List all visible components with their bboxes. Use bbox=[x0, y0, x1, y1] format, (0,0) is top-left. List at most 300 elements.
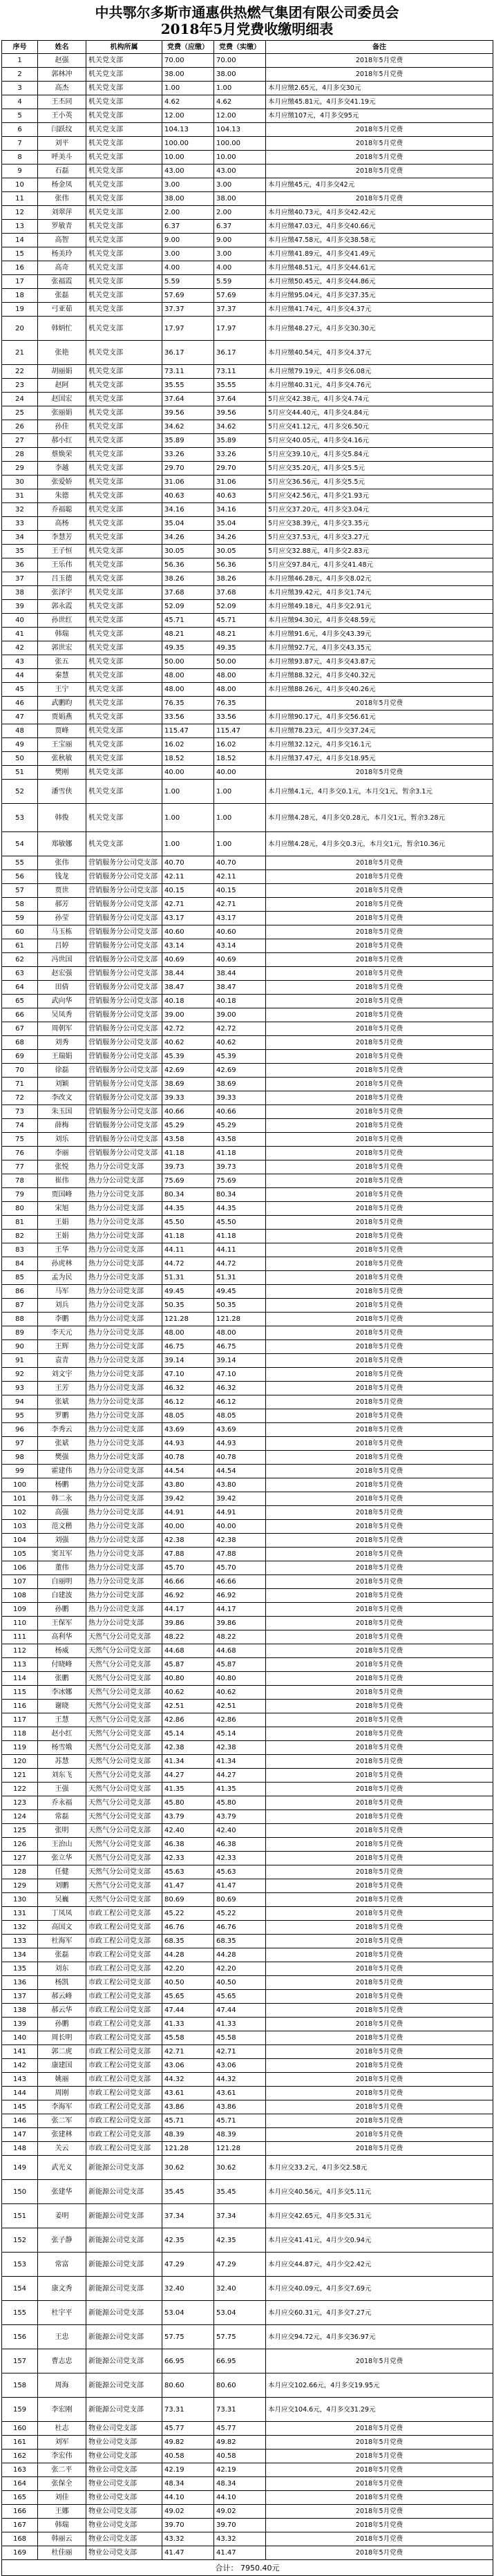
cell-due: 42.33 bbox=[162, 1852, 214, 1865]
cell-name: 赵宏强 bbox=[38, 967, 86, 981]
cell-paid: 38.44 bbox=[214, 967, 266, 981]
cell-name: 张秋敏 bbox=[38, 752, 86, 766]
cell-due: 42.71 bbox=[162, 898, 214, 912]
cell-due: 46.38 bbox=[162, 1838, 214, 1852]
cell-name: 张五 bbox=[38, 655, 86, 669]
cell-due: 48.22 bbox=[162, 1630, 214, 1644]
cell-name: 孙世红 bbox=[38, 614, 86, 628]
cell-branch: 机关党支部 bbox=[86, 448, 162, 462]
cell-note: 2018年5月党费 bbox=[266, 1769, 493, 1783]
table-row bbox=[2, 1008, 493, 1022]
cell-due: 48.00 bbox=[162, 669, 214, 683]
cell-note: 本月应缴88.26元，4月多交40.26元 bbox=[266, 683, 493, 697]
cell-no: 25 bbox=[2, 406, 38, 420]
cell-branch: 天然气分公司党支部 bbox=[86, 1630, 162, 1644]
cell-paid: 45.14 bbox=[214, 1727, 266, 1741]
table-row bbox=[2, 489, 493, 503]
cell-branch: 机关党支部 bbox=[86, 206, 162, 220]
cell-no: 28 bbox=[2, 448, 38, 462]
cell-note: 2018年5月党费 bbox=[266, 1506, 493, 1520]
cell-name: 郭二虎 bbox=[38, 2045, 86, 2059]
cell-note: 5月应交38.39元，4月多交3.35元 bbox=[266, 517, 493, 531]
cell-branch: 热力分公司党支部 bbox=[86, 1478, 162, 1492]
cell-note: 2018年5月党费 bbox=[266, 1713, 493, 1727]
cell-no: 165 bbox=[2, 2491, 38, 2505]
cell-due: 43.17 bbox=[162, 912, 214, 925]
cell-name: 李冰娜 bbox=[38, 1686, 86, 1700]
table-row bbox=[2, 420, 493, 434]
cell-branch: 机关党支部 bbox=[86, 192, 162, 206]
cell-no: 79 bbox=[2, 1188, 38, 1202]
cell-due: 73.11 bbox=[162, 365, 214, 379]
cell-note: 2018年5月党费 bbox=[266, 123, 493, 137]
cell-branch: 天然气分公司党支部 bbox=[86, 1893, 162, 1907]
cell-no: 64 bbox=[2, 981, 38, 995]
cell-paid: 45.65 bbox=[214, 1990, 266, 2004]
cell-branch: 新能源公司党支部 bbox=[86, 2325, 162, 2349]
cell-no: 34 bbox=[2, 531, 38, 545]
cell-paid: 35.45 bbox=[214, 2180, 266, 2204]
cell-branch: 机关党支部 bbox=[86, 600, 162, 614]
cell-branch: 市政工程公司党支部 bbox=[86, 1948, 162, 1962]
cell-branch: 机关党支部 bbox=[86, 531, 162, 545]
table-row bbox=[2, 2373, 493, 2398]
cell-paid: 51.31 bbox=[214, 1271, 266, 1285]
table-row bbox=[2, 2031, 493, 2045]
cell-due: 3.00 bbox=[162, 247, 214, 261]
cell-note: 2018年5月党费 bbox=[266, 2045, 493, 2059]
cell-paid: 47.44 bbox=[214, 2004, 266, 2018]
cell-paid: 47.10 bbox=[214, 1368, 266, 1382]
cell-branch: 物业公司党支部 bbox=[86, 2532, 162, 2546]
cell-branch: 热力分公司党支部 bbox=[86, 1174, 162, 1188]
cell-paid: 40.60 bbox=[214, 925, 266, 939]
cell-no: 113 bbox=[2, 1658, 38, 1672]
cell-name: 刘东 bbox=[38, 1962, 86, 1976]
cell-paid: 43.79 bbox=[214, 1810, 266, 1824]
cell-name: 郝云华 bbox=[38, 2004, 86, 2018]
cell-due: 44.68 bbox=[162, 1644, 214, 1658]
cell-branch: 新能源公司党支部 bbox=[86, 2180, 162, 2204]
cell-due: 6.37 bbox=[162, 220, 214, 234]
cell-name: 刘文宇 bbox=[38, 1368, 86, 1382]
cell-note: 2018年5月党费 bbox=[266, 151, 493, 164]
cell-paid: 42.19 bbox=[214, 2463, 266, 2477]
cell-note: 2018年5月党费 bbox=[266, 1492, 493, 1506]
cell-note: 本月应缴91.6元，4月多交43.39元 bbox=[266, 628, 493, 641]
cell-paid: 37.37 bbox=[214, 303, 266, 317]
cell-name: 张子静 bbox=[38, 2228, 86, 2253]
cell-name: 孟为民 bbox=[38, 1271, 86, 1285]
cell-no: 16 bbox=[2, 261, 38, 275]
cell-branch: 热力分公司党支部 bbox=[86, 1368, 162, 1382]
cell-branch: 天然气分公司党支部 bbox=[86, 1644, 162, 1658]
cell-name: 张明 bbox=[38, 1824, 86, 1838]
cell-due: 42.69 bbox=[162, 1064, 214, 1078]
cell-note: 2018年5月党费 bbox=[266, 68, 493, 82]
cell-note: 2018年5月党费 bbox=[266, 1658, 493, 1672]
cell-branch: 机关党支部 bbox=[86, 572, 162, 586]
cell-due: 53.04 bbox=[162, 2301, 214, 2325]
cell-due: 33.26 bbox=[162, 448, 214, 462]
cell-name: 张保全 bbox=[38, 2477, 86, 2491]
table-row bbox=[2, 1230, 493, 1243]
cell-branch: 机关党支部 bbox=[86, 68, 162, 82]
cell-no: 48 bbox=[2, 724, 38, 738]
cell-due: 80.34 bbox=[162, 1188, 214, 1202]
table-row bbox=[2, 2114, 493, 2128]
cell-name: 张伟 bbox=[38, 192, 86, 206]
cell-note: 2018年5月党费 bbox=[266, 1078, 493, 1091]
cell-no: 164 bbox=[2, 2477, 38, 2491]
cell-paid: 48.00 bbox=[214, 669, 266, 683]
cell-note: 本月应缴79.19元，4月多交6.08元 bbox=[266, 365, 493, 379]
cell-branch: 热力分公司党支部 bbox=[86, 1313, 162, 1326]
table-row bbox=[2, 2546, 493, 2560]
cell-note: 2018年5月党费 bbox=[266, 2018, 493, 2031]
cell-note: 2018年5月党费 bbox=[266, 164, 493, 178]
cell-branch: 新能源公司党支部 bbox=[86, 2301, 162, 2325]
cell-branch: 天然气分公司党支部 bbox=[86, 1783, 162, 1796]
cell-due: 45.50 bbox=[162, 1216, 214, 1230]
cell-note: 2018年5月党费 bbox=[266, 1340, 493, 1354]
cell-paid: 45.77 bbox=[214, 2422, 266, 2436]
cell-name: 石磊 bbox=[38, 164, 86, 178]
cell-name: 杨美玲 bbox=[38, 247, 86, 261]
table-row bbox=[2, 953, 493, 967]
cell-name: 李慧芳 bbox=[38, 531, 86, 545]
cell-branch: 热力分公司党支部 bbox=[86, 1188, 162, 1202]
cell-no: 148 bbox=[2, 2142, 38, 2156]
cell-name: 武向华 bbox=[38, 995, 86, 1008]
cell-name: 丁凤凤 bbox=[38, 1907, 86, 1921]
cell-no: 70 bbox=[2, 1064, 38, 1078]
cell-no: 107 bbox=[2, 1575, 38, 1589]
cell-no: 2 bbox=[2, 68, 38, 82]
cell-paid: 37.34 bbox=[214, 2204, 266, 2228]
cell-branch: 营销服务分公司党支部 bbox=[86, 1133, 162, 1147]
table-row bbox=[2, 2519, 493, 2532]
cell-paid: 30.05 bbox=[214, 545, 266, 558]
cell-due: 39.33 bbox=[162, 1091, 214, 1105]
cell-paid: 45.58 bbox=[214, 2031, 266, 2045]
cell-name: 赵阿 bbox=[38, 379, 86, 393]
cell-due: 121.28 bbox=[162, 2142, 214, 2156]
table-row bbox=[2, 1686, 493, 1700]
table-row bbox=[2, 82, 493, 95]
cell-branch: 营销服务分公司党支部 bbox=[86, 870, 162, 884]
cell-no: 22 bbox=[2, 365, 38, 379]
cell-branch: 物业公司党支部 bbox=[86, 2491, 162, 2505]
table-row bbox=[2, 1644, 493, 1658]
cell-no: 15 bbox=[2, 247, 38, 261]
cell-name: 杨鹏 bbox=[38, 1478, 86, 1492]
table-row bbox=[2, 2325, 493, 2349]
cell-branch: 机关党支部 bbox=[86, 462, 162, 476]
cell-name: 杨金凤 bbox=[38, 178, 86, 192]
cell-note: 2018年5月党费 bbox=[266, 1465, 493, 1478]
cell-branch: 市政工程公司党支部 bbox=[86, 1907, 162, 1921]
cell-note: 2018年5月党费 bbox=[266, 925, 493, 939]
cell-due: 48.34 bbox=[162, 2477, 214, 2491]
table-row bbox=[2, 1257, 493, 1271]
cell-paid: 48.34 bbox=[214, 2477, 266, 2491]
cell-paid: 66.95 bbox=[214, 2349, 266, 2373]
cell-no: 130 bbox=[2, 1893, 38, 1907]
cell-name: 张磊 bbox=[38, 289, 86, 303]
cell-no: 4 bbox=[2, 95, 38, 109]
cell-paid: 45.50 bbox=[214, 1216, 266, 1230]
cell-due: 30.62 bbox=[162, 2156, 214, 2180]
cell-name: 杜海军 bbox=[38, 1935, 86, 1948]
cell-note: 2018年5月党费 bbox=[266, 1326, 493, 1340]
cell-note: 2018年5月党费 bbox=[266, 1796, 493, 1810]
cell-due: 12.00 bbox=[162, 109, 214, 123]
cell-name: 张鹏 bbox=[38, 1672, 86, 1686]
cell-name: 孙鹏 bbox=[38, 2018, 86, 2031]
cell-name: 高国文 bbox=[38, 1921, 86, 1935]
cell-branch: 机关党支部 bbox=[86, 247, 162, 261]
cell-due: 40.80 bbox=[162, 1672, 214, 1686]
cell-branch: 营销服务分公司党支部 bbox=[86, 898, 162, 912]
cell-note: 2018年5月党费 bbox=[266, 1879, 493, 1893]
cell-no: 54 bbox=[2, 832, 38, 856]
cell-paid: 48.21 bbox=[214, 628, 266, 641]
cell-branch: 热力分公司党支部 bbox=[86, 1230, 162, 1243]
cell-branch: 天然气分公司党支部 bbox=[86, 1713, 162, 1727]
cell-note: 2018年5月党费 bbox=[266, 1824, 493, 1838]
cell-no: 84 bbox=[2, 1257, 38, 1271]
cell-note: 2018年5月党费 bbox=[266, 1437, 493, 1451]
cell-due: 9.00 bbox=[162, 234, 214, 247]
cell-no: 63 bbox=[2, 967, 38, 981]
cell-due: 68.35 bbox=[162, 1935, 214, 1948]
cell-note: 本月应缴47.58元，4月多交38.58元 bbox=[266, 234, 493, 247]
cell-no: 91 bbox=[2, 1354, 38, 1368]
cell-paid: 70.00 bbox=[214, 54, 266, 68]
cell-no: 145 bbox=[2, 2100, 38, 2114]
cell-name: 王小英 bbox=[38, 109, 86, 123]
cell-branch: 天然气分公司党支部 bbox=[86, 1700, 162, 1713]
cell-note: 2018年5月党费 bbox=[266, 898, 493, 912]
cell-paid: 48.00 bbox=[214, 683, 266, 697]
cell-paid: 39.56 bbox=[214, 406, 266, 420]
cell-note: 2018年5月党费 bbox=[266, 2349, 493, 2373]
cell-branch: 机关党支部 bbox=[86, 234, 162, 247]
table-row bbox=[2, 379, 493, 393]
cell-no: 42 bbox=[2, 641, 38, 655]
cell-due: 44.54 bbox=[162, 1465, 214, 1478]
cell-name: 刘兵 bbox=[38, 1299, 86, 1313]
cell-branch: 热力分公司党支部 bbox=[86, 1202, 162, 1216]
cell-name: 王忠 bbox=[38, 2325, 86, 2349]
cell-name: 孙虎林 bbox=[38, 1257, 86, 1271]
cell-due: 29.70 bbox=[162, 462, 214, 476]
cell-due: 56.36 bbox=[162, 558, 214, 572]
cell-due: 1.00 bbox=[162, 82, 214, 95]
cell-paid: 39.73 bbox=[214, 1160, 266, 1174]
table-row bbox=[2, 1243, 493, 1257]
table-row bbox=[2, 1630, 493, 1644]
table-row bbox=[2, 1741, 493, 1755]
cell-no: 74 bbox=[2, 1119, 38, 1133]
cell-name: 郭林冲 bbox=[38, 68, 86, 82]
cell-paid: 46.66 bbox=[214, 1575, 266, 1589]
table-row bbox=[2, 1589, 493, 1603]
cell-paid: 42.35 bbox=[214, 2228, 266, 2253]
cell-no: 30 bbox=[2, 476, 38, 489]
cell-no: 23 bbox=[2, 379, 38, 393]
cell-due: 46.66 bbox=[162, 1575, 214, 1589]
cell-name: 王瑞娟 bbox=[38, 1050, 86, 1064]
cell-name: 韩瑞 bbox=[38, 628, 86, 641]
cell-name: 杨雪娥 bbox=[38, 1741, 86, 1755]
table-row bbox=[2, 2228, 493, 2253]
cell-due: 50.00 bbox=[162, 655, 214, 669]
cell-note: 2018年5月党费 bbox=[266, 1589, 493, 1603]
cell-due: 2.00 bbox=[162, 206, 214, 220]
cell-note: 本月应缴95.04元，4月多交37.35元 bbox=[266, 289, 493, 303]
cell-due: 41.18 bbox=[162, 1147, 214, 1160]
cell-branch: 物业公司党支部 bbox=[86, 2450, 162, 2463]
cell-note: 2018年5月党费 bbox=[266, 1686, 493, 1700]
cell-note: 2018年5月党费 bbox=[266, 2519, 493, 2532]
cell-branch: 机关党支部 bbox=[86, 738, 162, 752]
cell-name: 刘东飞 bbox=[38, 1769, 86, 1783]
cell-name: 乔永福 bbox=[38, 1796, 86, 1810]
table-row bbox=[2, 1810, 493, 1824]
cell-note: 2018年5月党费 bbox=[266, 2073, 493, 2087]
cell-branch: 机关党支部 bbox=[86, 275, 162, 289]
cell-paid: 73.31 bbox=[214, 2398, 266, 2422]
cell-due: 36.17 bbox=[162, 341, 214, 365]
cell-paid: 6.37 bbox=[214, 220, 266, 234]
table-row bbox=[2, 1907, 493, 1921]
table-row bbox=[2, 1478, 493, 1492]
cell-note: 2018年5月党费 bbox=[266, 1478, 493, 1492]
table-row bbox=[2, 1216, 493, 1230]
cell-paid: 76.35 bbox=[214, 697, 266, 711]
cell-name: 李改文 bbox=[38, 1091, 86, 1105]
cell-due: 43.80 bbox=[162, 1478, 214, 1492]
cell-paid: 34.62 bbox=[214, 420, 266, 434]
cell-branch: 天然气分公司党支部 bbox=[86, 1824, 162, 1838]
cell-paid: 40.63 bbox=[214, 489, 266, 503]
cell-branch: 营销服务分公司党支部 bbox=[86, 1036, 162, 1050]
cell-due: 40.18 bbox=[162, 995, 214, 1008]
cell-paid: 100.00 bbox=[214, 137, 266, 151]
cell-due: 39.70 bbox=[162, 2519, 214, 2532]
cell-name: 贾国峰 bbox=[38, 1188, 86, 1202]
cell-note: 5月应交97.84元，4月多交41.48元 bbox=[266, 558, 493, 572]
cell-branch: 天然气分公司党支部 bbox=[86, 1865, 162, 1879]
cell-branch: 天然气分公司党支部 bbox=[86, 1852, 162, 1865]
cell-due: 45.71 bbox=[162, 614, 214, 628]
cell-note: 2018年5月党费 bbox=[266, 1147, 493, 1160]
cell-note: 2018年5月党费 bbox=[266, 1188, 493, 1202]
table-row bbox=[2, 804, 493, 832]
cell-name: 崔伟 bbox=[38, 1174, 86, 1188]
cell-no: 53 bbox=[2, 804, 38, 832]
cell-no: 51 bbox=[2, 766, 38, 780]
table-row bbox=[2, 476, 493, 489]
cell-paid: 44.17 bbox=[214, 1603, 266, 1617]
cell-no: 80 bbox=[2, 1202, 38, 1216]
cell-note: 2018年5月党费 bbox=[266, 1603, 493, 1617]
table-row bbox=[2, 448, 493, 462]
table-row bbox=[2, 870, 493, 884]
cell-no: 109 bbox=[2, 1603, 38, 1617]
cell-due: 35.55 bbox=[162, 379, 214, 393]
cell-name: 高强 bbox=[38, 1506, 86, 1520]
cell-name: 闫跃纹 bbox=[38, 123, 86, 137]
cell-branch: 机关党支部 bbox=[86, 109, 162, 123]
table-row bbox=[2, 2004, 493, 2018]
cell-no: 52 bbox=[2, 780, 38, 804]
cell-branch: 热力分公司党支部 bbox=[86, 1603, 162, 1617]
cell-note: 2018年5月党费 bbox=[266, 2477, 493, 2491]
cell-paid: 33.56 bbox=[214, 711, 266, 724]
cell-no: 39 bbox=[2, 600, 38, 614]
cell-paid: 43.86 bbox=[214, 2100, 266, 2114]
cell-no: 110 bbox=[2, 1617, 38, 1630]
cell-note: 2018年5月党费 bbox=[266, 1962, 493, 1976]
cell-note: 本月应缴40.73元，4月多交42.42元 bbox=[266, 206, 493, 220]
cell-no: 17 bbox=[2, 275, 38, 289]
cell-paid: 42.71 bbox=[214, 898, 266, 912]
cell-due: 46.76 bbox=[162, 1921, 214, 1935]
cell-due: 39.86 bbox=[162, 1617, 214, 1630]
cell-paid: 104.13 bbox=[214, 123, 266, 137]
cell-name: 朱德 bbox=[38, 489, 86, 503]
cell-note: 本月应缴47.03元，4月多交40.66元 bbox=[266, 220, 493, 234]
cell-paid: 4.62 bbox=[214, 95, 266, 109]
cell-no: 92 bbox=[2, 1368, 38, 1382]
cell-no: 135 bbox=[2, 1962, 38, 1976]
cell-note: 2018年5月党费 bbox=[266, 1852, 493, 1865]
cell-due: 40.78 bbox=[162, 1451, 214, 1465]
cell-paid: 38.00 bbox=[214, 192, 266, 206]
cell-branch: 热力分公司党支部 bbox=[86, 1395, 162, 1409]
cell-paid: 46.32 bbox=[214, 1382, 266, 1395]
table-row bbox=[2, 1990, 493, 2004]
table-row bbox=[2, 1078, 493, 1091]
cell-no: 21 bbox=[2, 341, 38, 365]
cell-branch: 物业公司党支部 bbox=[86, 2505, 162, 2519]
cell-paid: 53.04 bbox=[214, 2301, 266, 2325]
cell-note: 本月应缴40.54元，4月多交4.37元 bbox=[266, 341, 493, 365]
cell-due: 38.44 bbox=[162, 967, 214, 981]
cell-note: 5月应交44.40元，4月多交4.84元 bbox=[266, 406, 493, 420]
cell-no: 43 bbox=[2, 655, 38, 669]
table-row bbox=[2, 517, 493, 531]
cell-due: 80.69 bbox=[162, 1893, 214, 1907]
table-row bbox=[2, 1022, 493, 1036]
cell-due: 42.51 bbox=[162, 1700, 214, 1713]
cell-name: 周刚 bbox=[38, 2087, 86, 2100]
cell-due: 44.28 bbox=[162, 1948, 214, 1962]
cell-due: 5.59 bbox=[162, 275, 214, 289]
cell-name: 孙莹 bbox=[38, 912, 86, 925]
cell-due: 40.66 bbox=[162, 1105, 214, 1119]
table-row bbox=[2, 1727, 493, 1741]
cell-note: 本月应缴40.31元，4月多交4.76元 bbox=[266, 379, 493, 393]
table-row bbox=[2, 780, 493, 804]
cell-branch: 机关党支部 bbox=[86, 289, 162, 303]
cell-note: 2018年5月党费 bbox=[266, 939, 493, 953]
cell-note: 2018年5月党费 bbox=[266, 1907, 493, 1921]
table-body bbox=[2, 54, 493, 2560]
